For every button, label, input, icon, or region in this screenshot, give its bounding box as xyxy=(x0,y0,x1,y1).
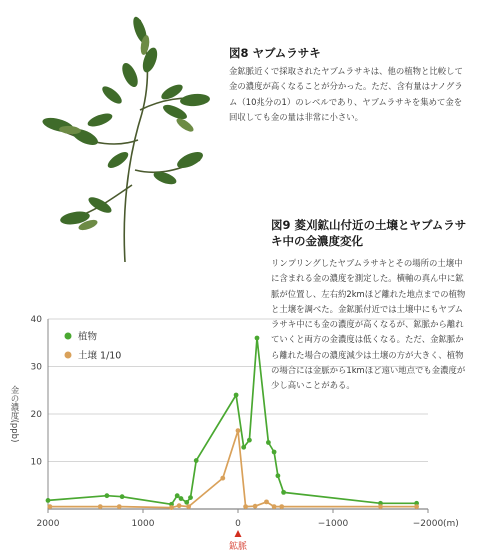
data-point-1 xyxy=(186,504,191,509)
data-point-1 xyxy=(253,504,258,509)
data-point-0 xyxy=(272,450,277,455)
data-point-0 xyxy=(184,500,189,505)
data-point-0 xyxy=(255,336,260,341)
legend-label-0: 植物 xyxy=(78,331,98,343)
data-point-0 xyxy=(179,496,184,501)
data-point-1 xyxy=(243,504,248,509)
y-tick-label: 30 xyxy=(30,362,42,373)
figure-9-title: 図9 菱刈鉱山付近の土壌とヤブムラサキ中の金濃度変化 xyxy=(271,218,467,248)
data-point-1 xyxy=(220,476,225,481)
gold-concentration-chart xyxy=(0,300,478,559)
legend-marker-1 xyxy=(65,352,72,359)
data-point-0 xyxy=(247,438,252,443)
chart-svg xyxy=(0,300,478,559)
data-point-1 xyxy=(98,504,103,509)
data-point-1 xyxy=(117,504,122,509)
data-point-1 xyxy=(169,505,174,510)
x-axis-unit: (m) xyxy=(443,519,459,529)
data-point-0 xyxy=(105,493,110,498)
data-point-1 xyxy=(264,499,269,504)
data-point-0 xyxy=(194,458,199,463)
data-point-0 xyxy=(241,445,246,450)
legend-label-1: 土壌 1/10 xyxy=(78,350,122,362)
data-point-0 xyxy=(46,498,51,503)
data-point-1 xyxy=(272,504,277,509)
vein-marker-icon xyxy=(235,530,242,537)
legend-marker-0 xyxy=(65,333,72,340)
data-point-0 xyxy=(281,490,286,495)
y-axis-label: 金の濃度(ppb) xyxy=(9,385,19,443)
data-point-1 xyxy=(236,428,241,433)
data-point-1 xyxy=(177,503,182,508)
y-tick-label: 10 xyxy=(30,457,42,468)
data-point-0 xyxy=(188,495,193,500)
murasaki-plant-photo xyxy=(0,0,220,270)
x-tick-label: 0 xyxy=(235,519,241,529)
data-point-0 xyxy=(276,473,281,478)
data-point-0 xyxy=(120,494,125,499)
x-tick-label: 1000 xyxy=(131,519,155,529)
data-point-1 xyxy=(279,504,284,509)
figure-8-caption: 金鉱脈近くで採取されたヤブムラサキは、他の植物と比較して金の濃度が高くなることが分かった。ただ、含有量はナノグラム（10兆分の1）のレベルであり、ヤブムラサキを集めて金を回収しても金の量は非常に小さい。 xyxy=(229,66,463,122)
x-tick-label: −1000 xyxy=(317,519,349,529)
series-line-0 xyxy=(48,338,417,504)
figure-8-title: 図8 ヤブムラサキ xyxy=(229,46,321,60)
data-point-1 xyxy=(48,504,53,509)
vein-label: 鉱脈 xyxy=(228,542,248,552)
y-tick-label: 20 xyxy=(30,410,42,420)
x-tick-label: −2000 xyxy=(412,519,444,529)
data-point-1 xyxy=(378,504,383,509)
data-point-0 xyxy=(266,440,271,445)
x-tick-label: 2000 xyxy=(36,519,60,529)
data-point-1 xyxy=(414,504,419,509)
data-point-0 xyxy=(175,493,180,498)
data-point-0 xyxy=(234,393,239,398)
y-tick-label: 40 xyxy=(30,315,42,325)
figure-9-caption: リンプリングしたヤブムラサキとその場所の土壌中に含まれる金の濃度を測定した。横軸の真ん中に鉱脈が位置し、左右約2kmほど離れた地点までの植物と土壌を調べた。金鉱脈付近では土壌中にもヤブムラサキ中にも金の濃度が高くなるが、鉱脈から離れていくと両方の金濃度は低くなる。ただ、金鉱脈から離れた場合の濃度減少は土壌の方が大きく、植物の場合には金脈から1kmほど遠い地点でも金濃度が少し高いことがある。 xyxy=(271,258,466,391)
